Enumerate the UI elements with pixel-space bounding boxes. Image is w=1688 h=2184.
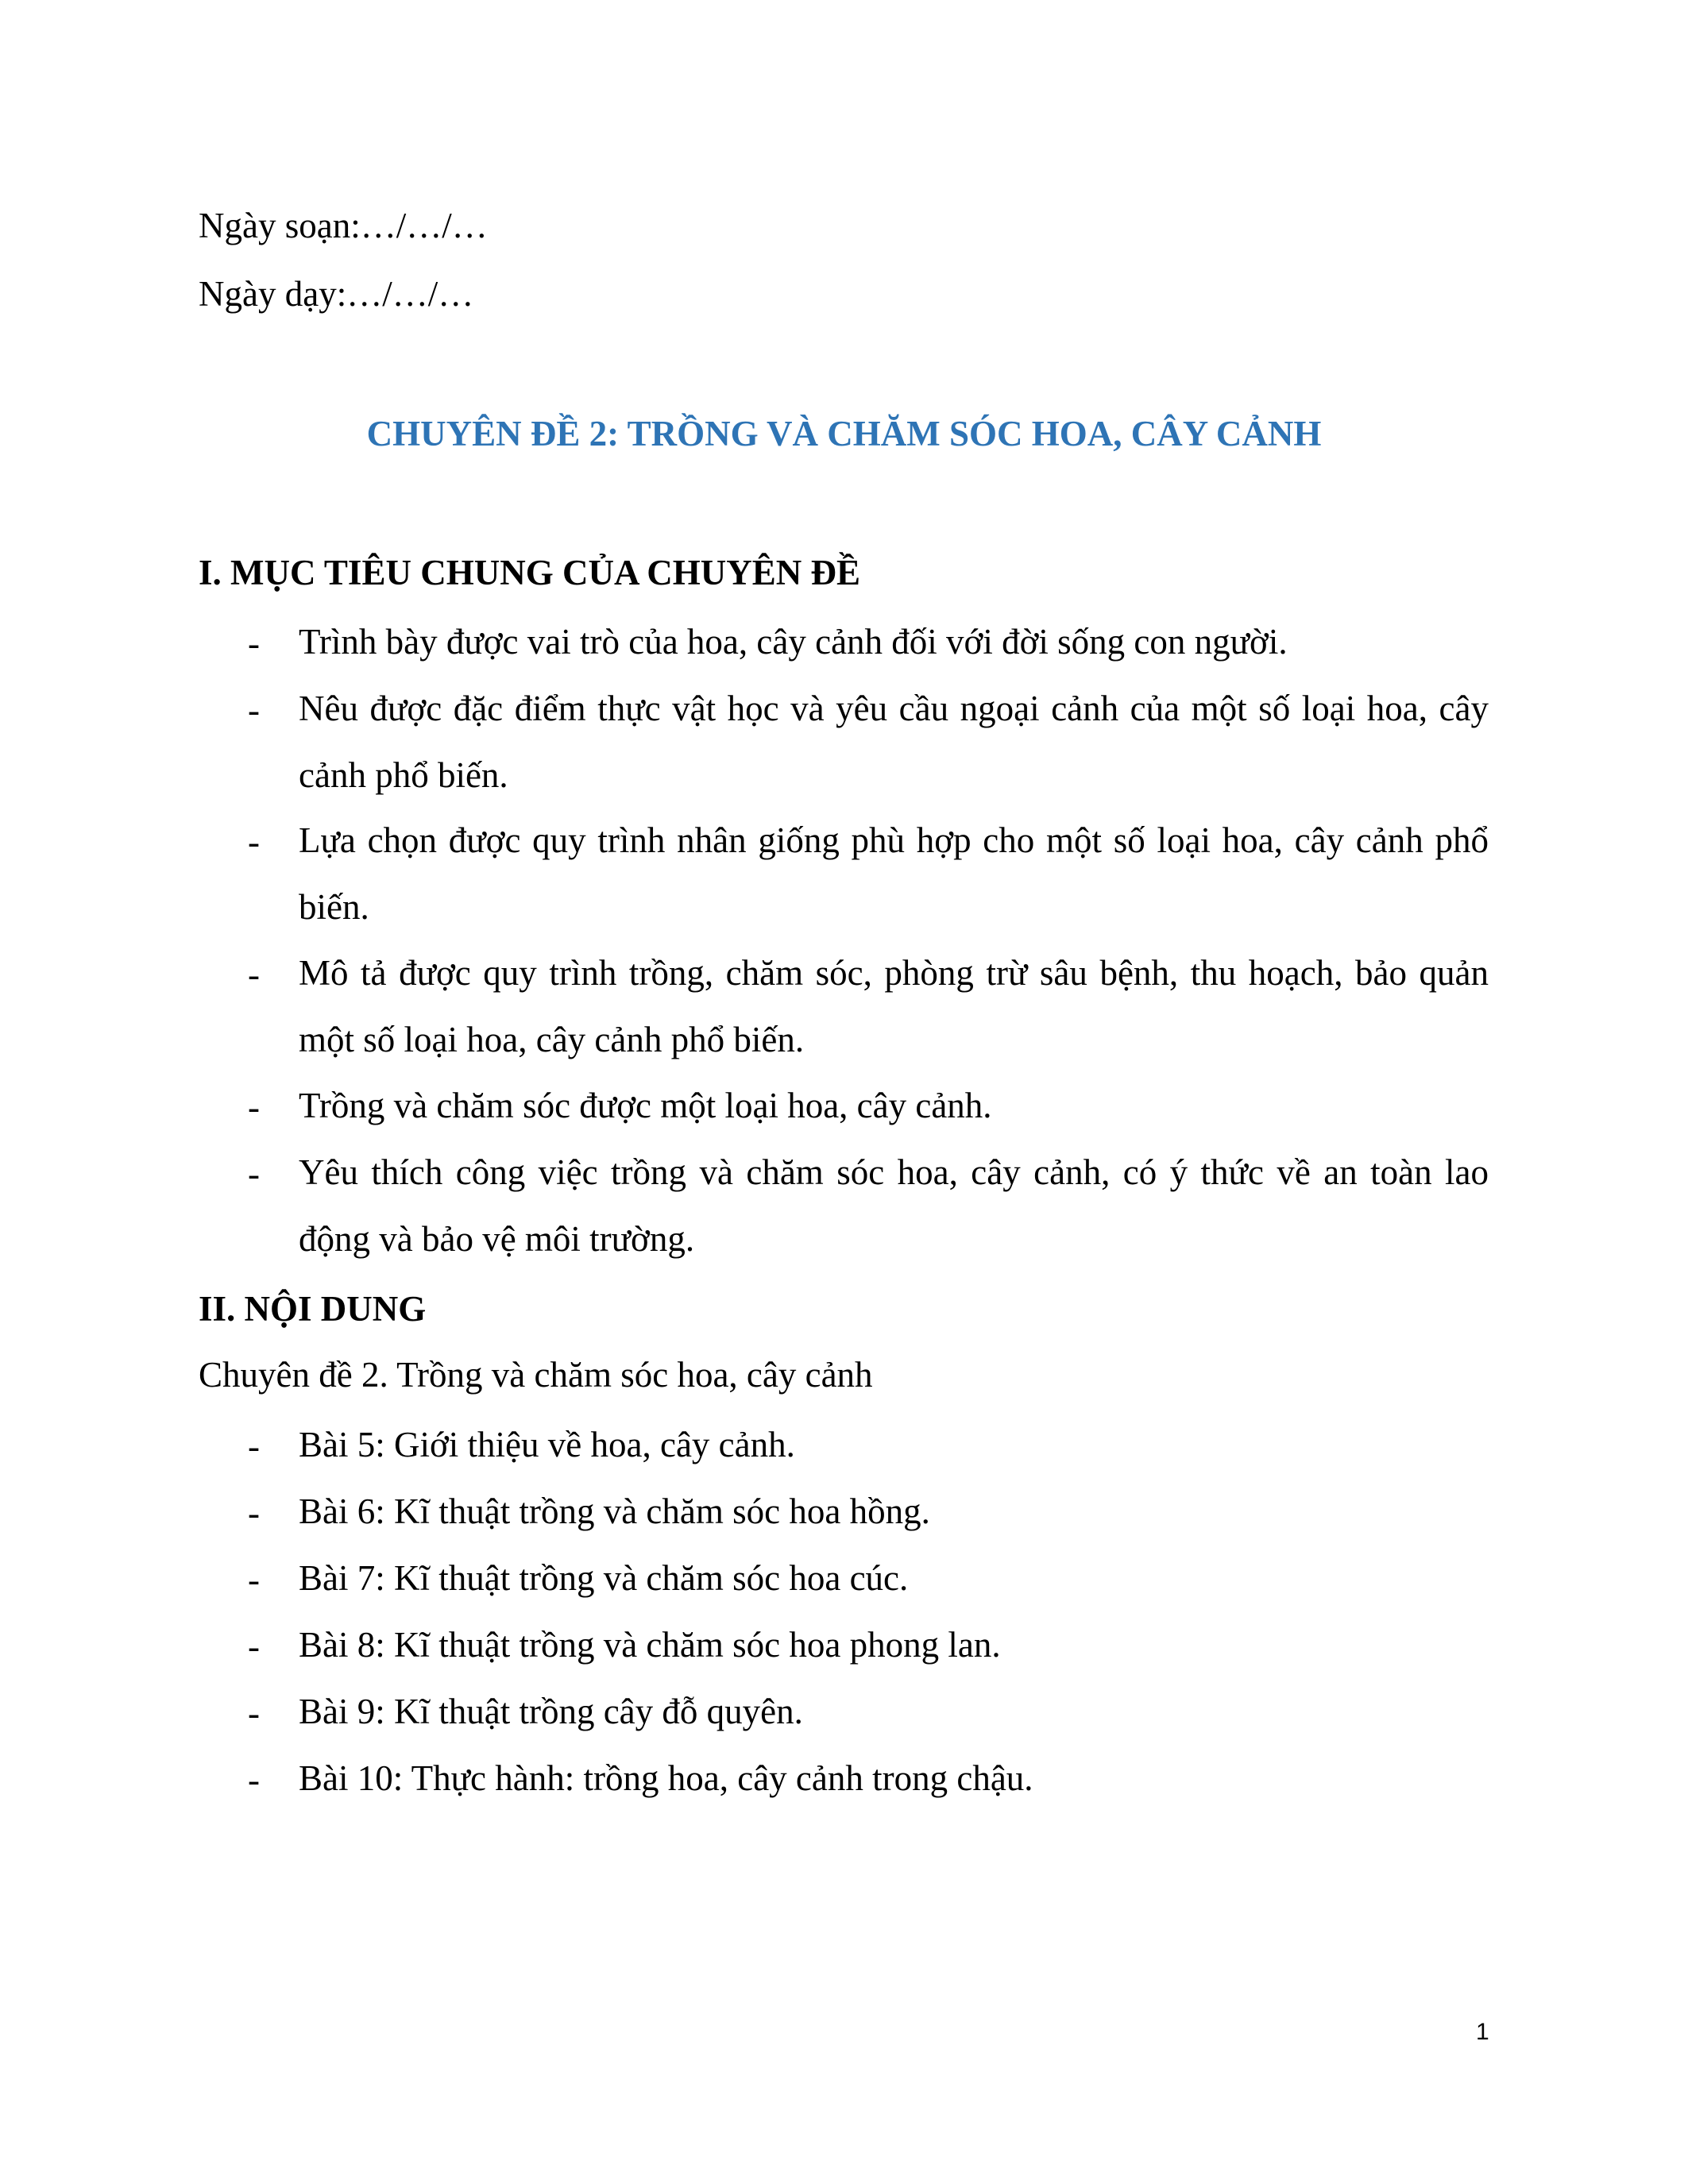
list-item-text: Bài 7: Kĩ thuật trồng và chăm sóc hoa cúc. <box>299 1558 909 1598</box>
bullet-dash: - <box>248 1087 260 1127</box>
bullet-dash: - <box>248 690 260 730</box>
section2-heading: II. NỘI DUNG <box>199 1289 427 1329</box>
section2-subtitle: Chuyên đề 2. Trồng và chăm sóc hoa, cây cảnh <box>199 1355 873 1395</box>
bullet-dash: - <box>248 1154 260 1194</box>
list-item-text: Bài 8: Kĩ thuật trồng và chăm sóc hoa phong lan. <box>299 1625 1001 1665</box>
bullet-dash: - <box>248 623 260 663</box>
list-item-text: Mô tả được quy trình trồng, chăm sóc, phòng trừ sâu bệnh, thu hoạch, bảo quản một số loại hoa, cây cảnh phổ biến. <box>299 953 1489 1059</box>
bullet-dash: - <box>248 1760 260 1800</box>
list-item-text: Bài 5: Giới thiệu về hoa, cây cảnh. <box>299 1425 795 1464</box>
document-title: CHUYÊN ĐỀ 2: TRỒNG VÀ CHĂM SÓC HOA, CÂY CẢNH <box>366 414 1322 453</box>
bullet-dash: - <box>248 1493 260 1533</box>
list-item-text: Trình bày được vai trò của hoa, cây cảnh đối với đời sống con người. <box>299 622 1288 662</box>
list-item-text: Bài 9: Kĩ thuật trồng cây đỗ quyên. <box>299 1692 803 1731</box>
bullet-dash: - <box>248 955 260 994</box>
section1-heading: I. MỤC TIÊU CHUNG CỦA CHUYÊN ĐỀ <box>199 553 860 592</box>
bullet-dash: - <box>248 822 260 862</box>
list-item-text: Bài 10: Thực hành: trồng hoa, cây cảnh trong chậu. <box>299 1758 1033 1798</box>
prep-date: Ngày soạn:…/…/… <box>199 206 488 245</box>
list-item-text: Lựa chọn được quy trình nhân giống phù hợp cho một số loại hoa, cây cảnh phổ biến. <box>299 820 1489 927</box>
bullet-dash: - <box>248 1426 260 1466</box>
bullet-dash: - <box>248 1626 260 1666</box>
list-item-text: Nêu được đặc điểm thực vật học và yêu cầu ngoại cảnh của một số loại hoa, cây cảnh phổ biến. <box>299 689 1489 795</box>
teach-date: Ngày dạy:…/…/… <box>199 274 474 314</box>
list-item-text: Yêu thích công việc trồng và chăm sóc hoa, cây cảnh, có ý thức về an toàn lao động và bảo vệ môi trường. <box>299 1152 1489 1259</box>
list-item-text: Bài 6: Kĩ thuật trồng và chăm sóc hoa hồng. <box>299 1491 930 1531</box>
bullet-dash: - <box>248 1560 260 1599</box>
bullet-dash: - <box>248 1693 260 1733</box>
list-item-text: Trồng và chăm sóc được một loại hoa, cây cảnh. <box>299 1086 992 1125</box>
page-number: 1 <box>1476 2019 1489 2045</box>
